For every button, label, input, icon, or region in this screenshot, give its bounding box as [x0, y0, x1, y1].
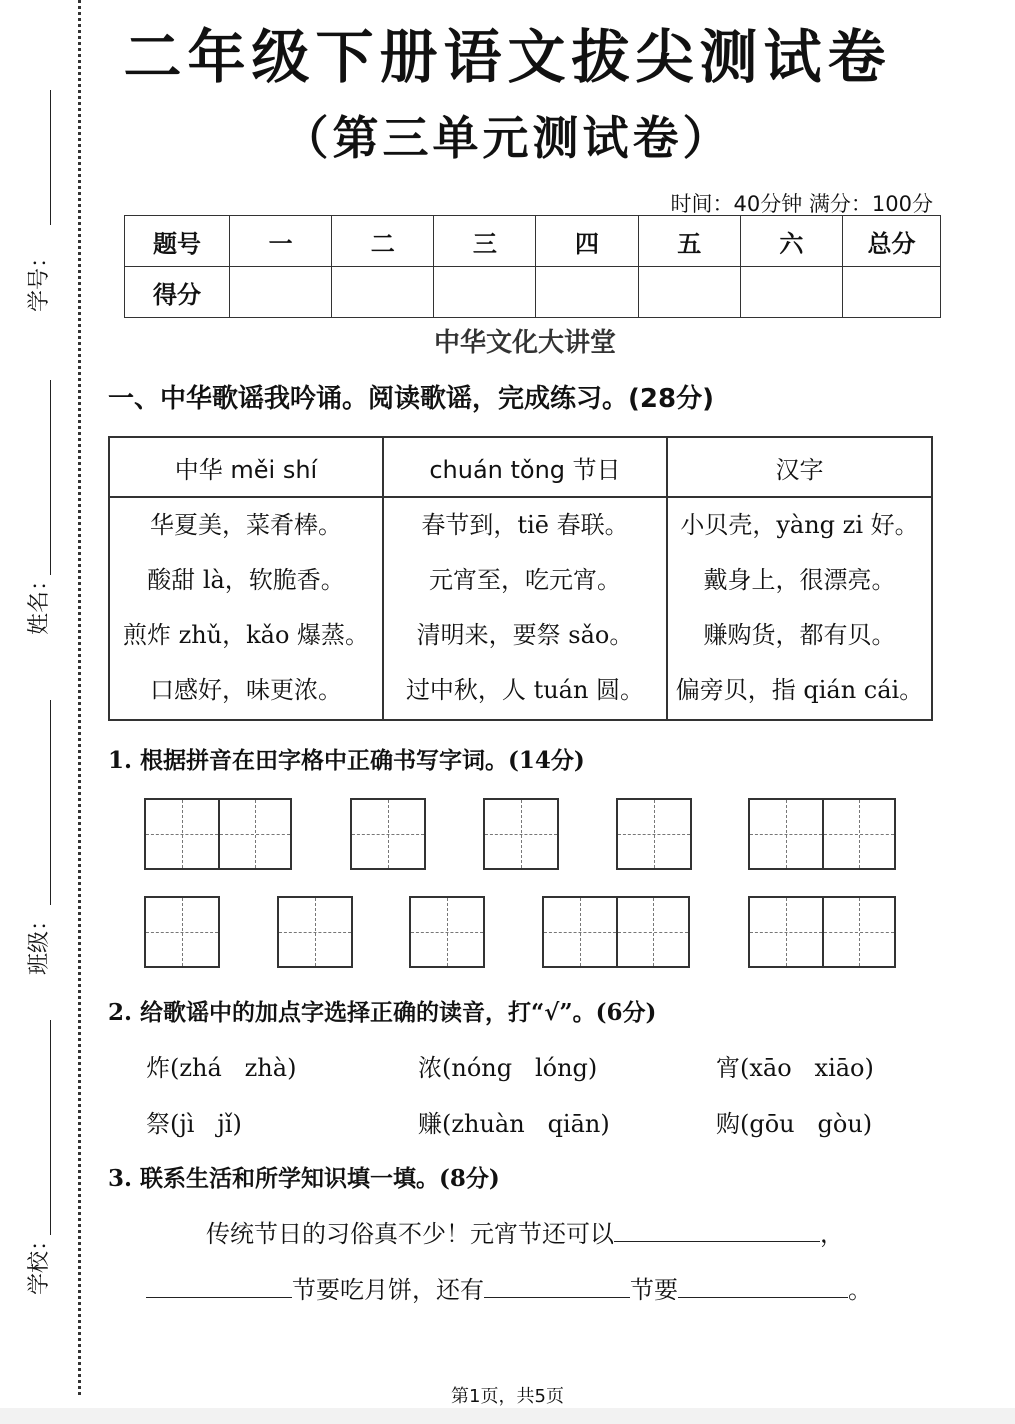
- song-line: 春节到，tiē 春联。: [421, 511, 629, 539]
- score-header-cell: 五: [638, 216, 740, 267]
- song-line: 小贝壳，yàng zi 好。: [680, 511, 919, 539]
- page-footer: 第1页，共5页: [451, 1386, 564, 1407]
- score-cell[interactable]: [536, 267, 638, 318]
- grid-cell[interactable]: [218, 800, 290, 868]
- score-row-label: 得分: [125, 267, 230, 318]
- fill-text: ，: [820, 1220, 844, 1248]
- songs-col-header: 中华 měi shí: [109, 437, 383, 497]
- fill-text: 传统节日的习俗真不少！元宵节还可以: [206, 1220, 614, 1248]
- song-line: 酸甜 là，软脆香。: [147, 566, 345, 594]
- songs-col-header: chuán tǒng 节日: [383, 437, 667, 497]
- song-line: 元宵至，吃元宵。: [429, 566, 621, 594]
- writing-grid[interactable]: [748, 798, 896, 870]
- song-line: 华夏美，菜肴棒。: [150, 511, 342, 539]
- writing-grid[interactable]: [409, 896, 485, 968]
- reading-choice[interactable]: 祭(jì jǐ): [146, 1110, 242, 1138]
- reading-choice[interactable]: 赚(zhuàn qiān): [418, 1110, 610, 1138]
- score-cell[interactable]: [332, 267, 434, 318]
- song-line: 赚购货，都有贝。: [703, 621, 896, 649]
- grid-cell[interactable]: [750, 898, 822, 966]
- name-line[interactable]: [50, 380, 51, 575]
- score-header-cell: 六: [740, 216, 842, 267]
- fill-text: 节要吃月饼，还有: [292, 1276, 484, 1304]
- fill-text: 。: [848, 1276, 872, 1304]
- class-line[interactable]: [50, 700, 51, 905]
- reading-choice[interactable]: 浓(nóng lóng): [418, 1054, 598, 1082]
- question1-heading: 一、中华歌谣我吟诵。阅读歌谣，完成练习。(28分): [108, 384, 714, 414]
- section-title: 中华文化大讲堂: [433, 328, 616, 358]
- sub-question-3-heading: 3. 联系生活和所学知识填一填。(8分): [108, 1165, 500, 1192]
- score-header-cell: 题号: [125, 216, 230, 267]
- sub-question-1-heading: 1. 根据拼音在田字格中正确书写字词。(14分): [108, 747, 585, 774]
- score-cell[interactable]: [740, 267, 842, 318]
- class-label: 班级：: [27, 908, 52, 975]
- reading-choice[interactable]: 购(gōu gòu): [716, 1110, 873, 1138]
- bottom-strip: [0, 1408, 1015, 1424]
- reading-choice[interactable]: 炸(zhá zhà): [146, 1054, 297, 1082]
- score-header-cell: 一: [230, 216, 332, 267]
- score-table-header-row: [125, 216, 941, 267]
- grid-cell[interactable]: [618, 800, 690, 868]
- song-festivals: [383, 497, 667, 720]
- binding-dotted-line: [78, 0, 81, 1395]
- grid-cell[interactable]: [279, 898, 351, 966]
- writing-grid[interactable]: [616, 798, 692, 870]
- songs-table: [108, 436, 933, 721]
- song-characters: [667, 497, 932, 720]
- fill-blank[interactable]: [146, 1275, 292, 1298]
- writing-grid[interactable]: [542, 896, 690, 968]
- fill-blank[interactable]: [614, 1219, 820, 1242]
- writing-grid[interactable]: [483, 798, 559, 870]
- score-cell[interactable]: [843, 267, 941, 318]
- fill-blank[interactable]: [678, 1275, 848, 1298]
- writing-grid[interactable]: [350, 798, 426, 870]
- score-cell[interactable]: [230, 267, 332, 318]
- sub-question-2-heading: 2. 给歌谣中的加点字选择正确的读音，打“√”。(6分): [108, 999, 657, 1026]
- score-cell[interactable]: [434, 267, 536, 318]
- song-food: [109, 497, 383, 720]
- grid-cell[interactable]: [352, 800, 424, 868]
- score-header-cell: 四: [536, 216, 638, 267]
- song-line: 偏旁贝，指 qián cái。: [675, 676, 924, 704]
- song-line: 清明来，要祭 sǎo。: [416, 621, 634, 649]
- time-info: 时间：40分钟 满分：100分: [670, 192, 933, 216]
- grid-cell[interactable]: [146, 800, 218, 868]
- writing-grid[interactable]: [748, 896, 896, 968]
- reading-choice[interactable]: 宵(xāo xiāo): [716, 1054, 874, 1082]
- song-line: 戴身上，很漂亮。: [703, 566, 896, 594]
- writing-grid[interactable]: [144, 798, 292, 870]
- student-id-label: 学号：: [27, 245, 52, 312]
- grid-cell[interactable]: [616, 898, 688, 966]
- song-line: 煎炸 zhǔ，kǎo 爆蒸。: [122, 621, 370, 649]
- writing-grid[interactable]: [277, 896, 353, 968]
- school-label: 学校：: [27, 1228, 52, 1295]
- score-header-cell: 二: [332, 216, 434, 267]
- name-label: 姓名：: [27, 568, 52, 635]
- songs-header-row: [109, 437, 932, 497]
- grid-cell[interactable]: [411, 898, 483, 966]
- grid-cell[interactable]: [544, 898, 616, 966]
- score-cell[interactable]: [638, 267, 740, 318]
- score-table: [124, 215, 941, 318]
- songs-body-row: [109, 497, 932, 720]
- grid-cell[interactable]: [822, 898, 894, 966]
- score-header-cell: 三: [434, 216, 536, 267]
- score-header-cell: 总分: [843, 216, 941, 267]
- grid-cell[interactable]: [146, 898, 218, 966]
- page-title: 二年级下册语文拔尖测试卷: [123, 23, 892, 91]
- page-subtitle: （第三单元测试卷）: [282, 111, 733, 165]
- fill-line-1: [206, 1214, 844, 1249]
- school-line[interactable]: [50, 1020, 51, 1235]
- grid-cell[interactable]: [750, 800, 822, 868]
- songs-col-header: 汉字: [667, 437, 932, 497]
- song-line: 过中秋，人 tuán 圆。: [405, 676, 645, 704]
- fill-blank[interactable]: [484, 1275, 630, 1298]
- score-table-score-row: [125, 267, 941, 318]
- fill-text: 节要: [630, 1276, 678, 1304]
- writing-grid[interactable]: [144, 896, 220, 968]
- fill-line-2: [146, 1270, 872, 1305]
- grid-cell[interactable]: [485, 800, 557, 868]
- song-line: 口感好，味更浓。: [150, 676, 342, 704]
- grid-cell[interactable]: [822, 800, 894, 868]
